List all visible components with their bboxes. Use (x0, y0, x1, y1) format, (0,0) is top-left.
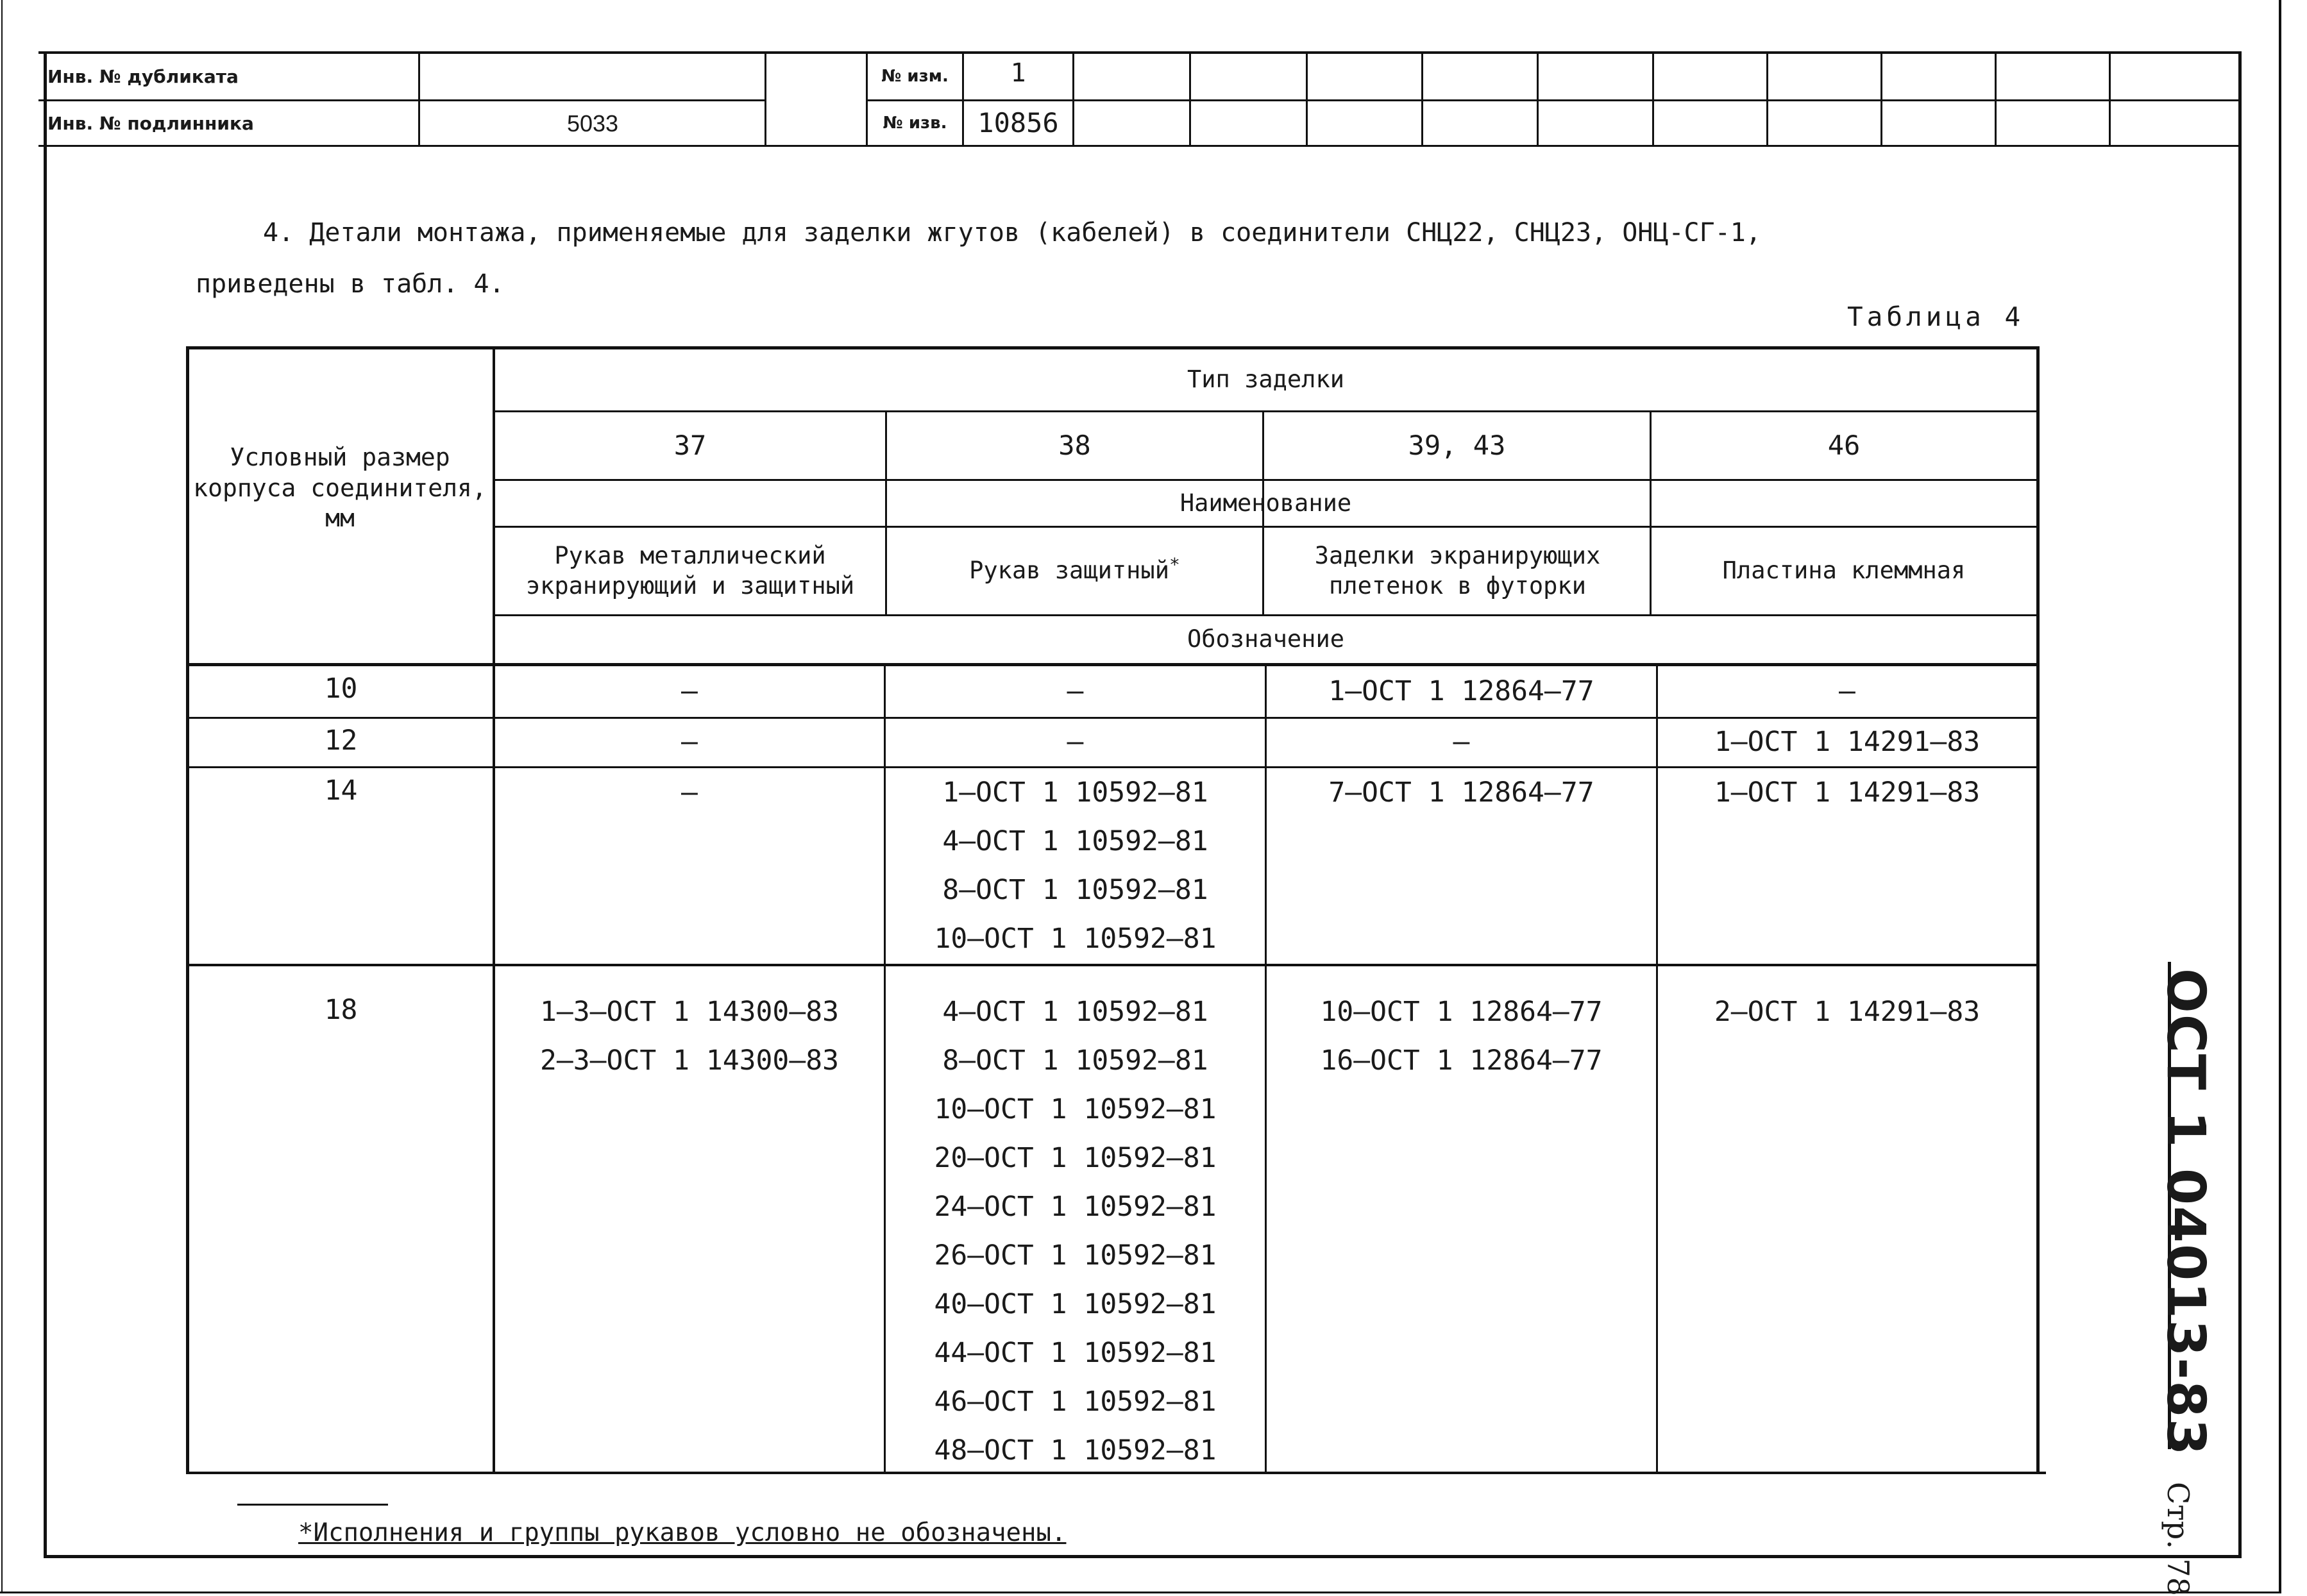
frame-left (44, 51, 47, 1558)
stamp-dup-value (421, 54, 765, 99)
header-designation: Обозначение (1187, 625, 1345, 653)
frame-right-outer (2279, 0, 2281, 1593)
row-14-c46 (1658, 768, 2036, 817)
row-14-c38-item: 4–ОСТ 1 10592–81 (942, 825, 1208, 857)
row-18-c38-item: 24–ОСТ 1 10592–81 (934, 1191, 1217, 1223)
header-name: Наименование (1179, 489, 1352, 517)
row-12-c46: 1–ОСТ 1 14291–83 (1714, 726, 1981, 759)
intro-line-2: приведены в табл. 4. (196, 269, 505, 299)
type-39-43: 39, 43 (1408, 429, 1506, 461)
stamp-dup-label: Инв. № дубликата (47, 65, 239, 87)
row-14-c37-item: – (681, 777, 698, 809)
row-18-c46-item: 2–ОСТ 1 14291–83 (1714, 996, 1981, 1028)
intro-line-1: 4. Детали монтажа, применяемые для заделки жгутов (кабелей) в соединители СНЦ22, СНЦ23, ОНЦ-СГ-1, (263, 218, 1761, 248)
row-18-c39-item: 10–ОСТ 1 12864–77 (1320, 996, 1603, 1028)
row-18-c38-item: 46–ОСТ 1 10592–81 (934, 1386, 1217, 1418)
stamp-notice-value: 10856 (977, 106, 1059, 139)
row-12-c38: – (1067, 726, 1084, 759)
row-18-c38 (886, 987, 1265, 1475)
row-10-c46: – (1839, 675, 1855, 707)
standard-designation (2155, 968, 2216, 1596)
footnote-mark: * (1169, 554, 1180, 575)
page-number: Стр. 78 (2161, 1482, 2195, 1596)
table-caption: Таблица 4 (1847, 301, 2025, 332)
row-14-c39 (1267, 768, 1656, 817)
row-14-c38 (886, 768, 1265, 963)
header-connector-size: Условный размер корпуса соединителя, мм (193, 443, 487, 532)
stamp-change-label: № изм. (881, 66, 949, 86)
row-18-c38-item: 48–ОСТ 1 10592–81 (934, 1434, 1217, 1466)
row-18-c38-item: 40–ОСТ 1 10592–81 (934, 1288, 1217, 1320)
row-18-c39 (1267, 987, 1656, 1085)
name-39-43: Заделки экранирующих плетенок в футорки (1314, 542, 1601, 600)
frame-bottom-outer (0, 1592, 2281, 1593)
row-14-c39-item: 7–ОСТ 1 12864–77 (1328, 777, 1594, 809)
row-10-c39: 1–ОСТ 1 12864–77 (1328, 675, 1594, 707)
mounting-parts-table (186, 346, 2046, 1475)
row-14-size: 14 (324, 775, 358, 807)
row-14-c38-item: 8–ОСТ 1 10592–81 (942, 874, 1208, 906)
stamp-orig-label: Инв. № подлинника (47, 112, 254, 134)
stamp-orig-value: 5033 (566, 110, 619, 137)
row-14-c37 (495, 768, 884, 817)
row-18-c38-item: 44–ОСТ 1 10592–81 (934, 1337, 1217, 1369)
row-18-c38-item: 26–ОСТ 1 10592–81 (934, 1239, 1217, 1272)
footnote: *Исполнения и группы рукавов условно не обозначены. (298, 1518, 1067, 1547)
row-12-c39: – (1453, 726, 1470, 759)
row-18-c46 (1658, 987, 2036, 1036)
row-12-c37: – (681, 726, 698, 759)
row-18-c37-item: 2–3–ОСТ 1 14300–83 (540, 1045, 839, 1077)
name-38-text: Рукав защитный (969, 557, 1169, 585)
row-18-c39-item: 16–ОСТ 1 12864–77 (1320, 1045, 1603, 1077)
row-18-c38-item: 20–ОСТ 1 10592–81 (934, 1142, 1217, 1174)
row-14-c38-item: 1–ОСТ 1 10592–81 (942, 777, 1208, 809)
row-18-size: 18 (324, 994, 358, 1027)
name-46: Пластина клеммная (1722, 557, 1966, 585)
footnote-rule (237, 1504, 388, 1506)
stamp-block (38, 51, 2242, 146)
header-termination-type: Тип заделки (1187, 365, 1345, 394)
name-37: Рукав металлический экранирующий и защитный (525, 542, 855, 600)
frame-right (2238, 51, 2242, 1558)
standard-code: ОСТ 1 04013-83 (2155, 968, 2216, 1457)
row-12-size: 12 (324, 725, 358, 757)
type-46: 46 (1827, 429, 1861, 461)
name-38 (887, 528, 1262, 614)
frame-bottom (44, 1555, 2242, 1558)
stamp-change-value: 1 (1010, 58, 1026, 88)
row-10-size: 10 (324, 673, 358, 705)
row-10-c37: – (681, 675, 698, 707)
row-18-c38-item: 4–ОСТ 1 10592–81 (942, 996, 1208, 1028)
stamp-notice-label: № изв. (883, 113, 947, 133)
row-14-c46-item: 1–ОСТ 1 14291–83 (1714, 777, 1981, 809)
row-14-c38-item: 10–ОСТ 1 10592–81 (934, 923, 1217, 955)
row-18-c38-item: 10–ОСТ 1 10592–81 (934, 1093, 1217, 1125)
type-38: 38 (1058, 429, 1091, 461)
frame-left-outer (1, 0, 3, 1593)
type-37: 37 (673, 429, 707, 461)
row-10-c38: – (1067, 675, 1084, 707)
row-18-c37-item: 1–3–ОСТ 1 14300–83 (540, 996, 839, 1028)
row-18-c38-item: 8–ОСТ 1 10592–81 (942, 1045, 1208, 1077)
row-18-c37 (495, 987, 884, 1085)
